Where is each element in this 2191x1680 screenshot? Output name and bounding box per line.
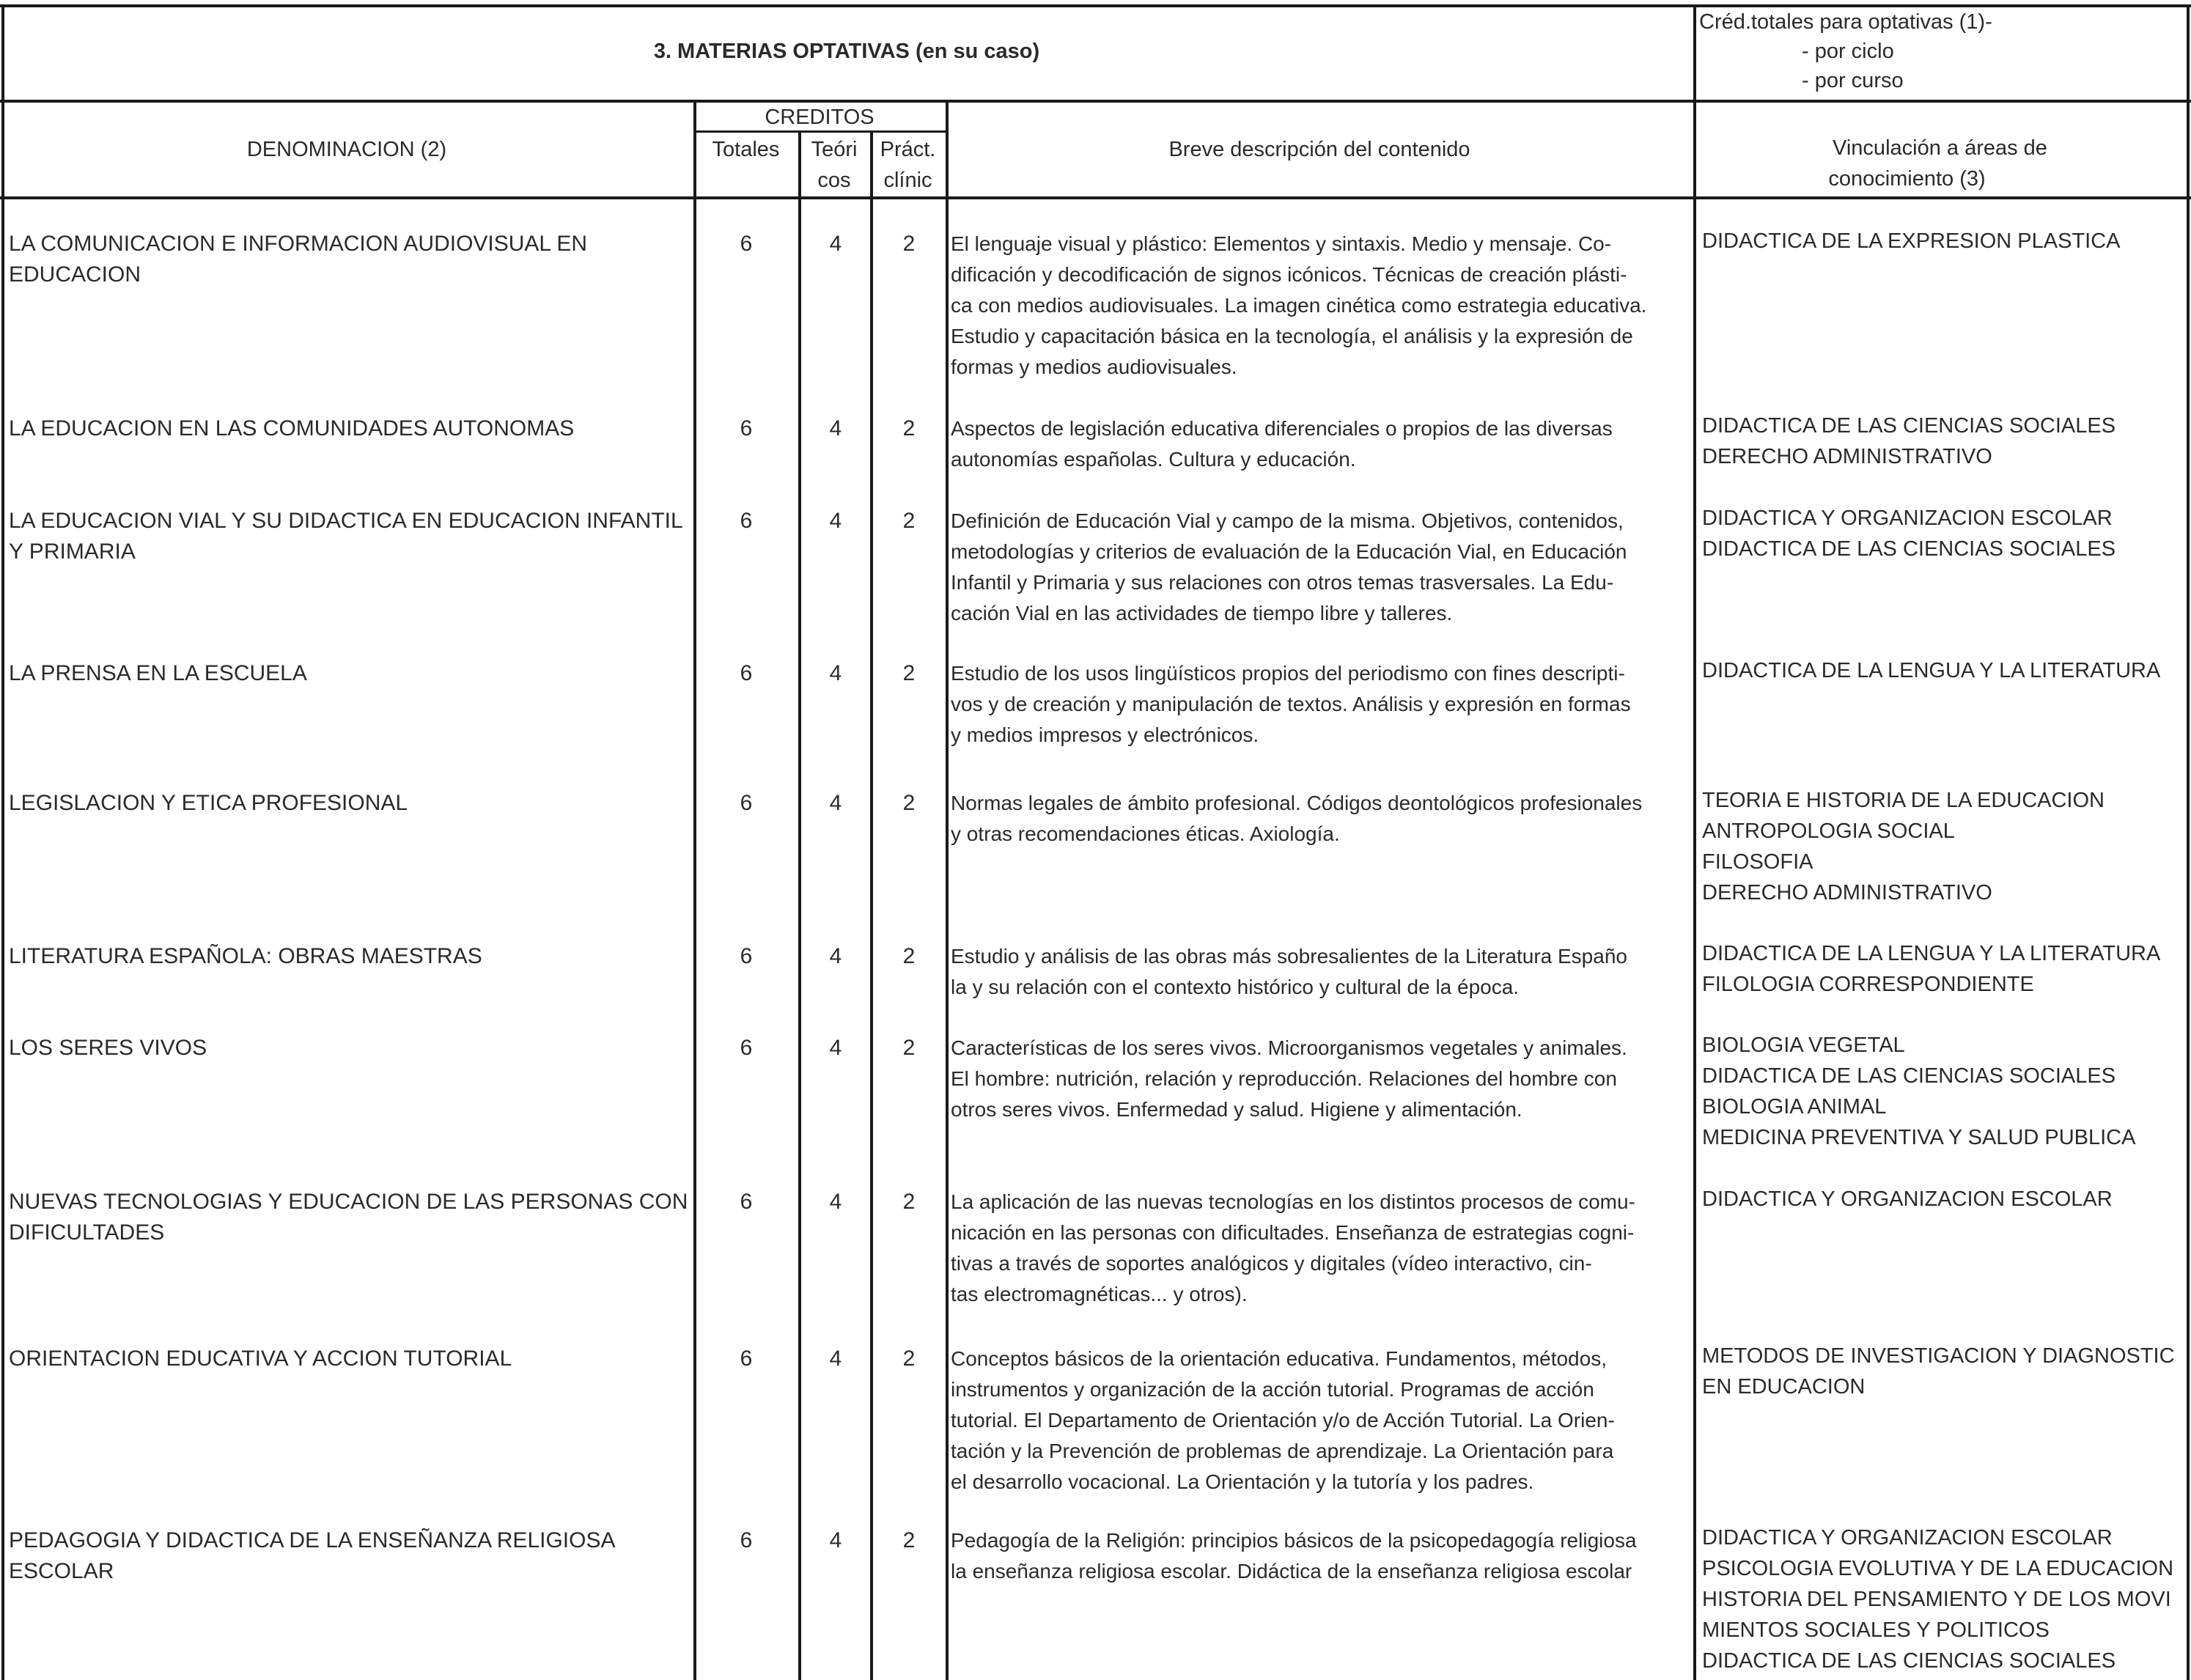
credits-teoricos: 4 (829, 509, 842, 533)
credits-practicos: 2 (902, 1190, 916, 1214)
section-title: 3. MATERIAS OPTATIVAS (en su caso) (653, 40, 1040, 63)
knowledge-areas (1702, 1184, 2191, 1215)
content-description-line: cación Vial en las actividades de tiempo libre y talleres. (951, 602, 1453, 625)
content-description-line: dificación y decodificación de signos icónicos. Técnicas de creación plásti- (951, 263, 1627, 286)
content-description-line: y medios impresos y electrónicos. (951, 723, 1259, 746)
knowledge-areas-line: EN EDUCACION (1702, 1375, 1866, 1399)
subject-name-line: DIFICULTADES (9, 1220, 165, 1245)
content-description-line: Estudio y análisis de las obras más sobresalientes de la Literatura Españo (951, 945, 1627, 968)
credits-practicos: 2 (902, 791, 916, 815)
subject-name-line: ORIENTACION EDUCATIVA Y ACCION TUTORIAL (9, 1346, 512, 1371)
column-teoricos-1: Teóri (811, 138, 858, 161)
credits-teoricos: 4 (829, 1346, 842, 1371)
credits-teoricos: 4 (829, 232, 842, 256)
content-description-line: la enseñanza religiosa escolar. Didáctica de la enseñanza religiosa escolar (951, 1560, 1632, 1583)
credits-totales: 6 (740, 1036, 753, 1060)
subject-name (9, 229, 691, 290)
content-description-line: vos y de creación y manipulación de textos. Análisis y expresión en formas (951, 693, 1631, 715)
content-description-line: Conceptos básicos de la orientación educativa. Fundamentos, métodos, (951, 1347, 1607, 1370)
knowledge-areas-line: DIDACTICA DE LA EXPRESION PLASTICA (1702, 229, 2121, 253)
credits-practicos: 2 (902, 509, 916, 533)
credits-totales: 6 (740, 1528, 753, 1552)
credits-note-line-2: - por ciclo (1802, 40, 1894, 63)
content-description-line: Pedagogía de la Religión: principios básicos de la psicopedagogía religiosa (951, 1529, 1637, 1552)
subject-name-line: LA EDUCACION EN LAS COMUNIDADES AUTONOMAS (9, 416, 575, 441)
credits-practicos: 2 (902, 944, 916, 968)
content-description-line: la y su relación con el contexto histórico y cultural de la época. (951, 976, 1520, 998)
column-vinculacion-2: conocimiento (3) (1828, 167, 1986, 191)
column-teoricos-2: cos (817, 169, 851, 192)
subject-name-line: LOS SERES VIVOS (9, 1036, 207, 1060)
subject-name-line: ESCOLAR (9, 1559, 114, 1583)
column-descripcion: Breve descripción del contenido (1168, 138, 1470, 161)
content-description-line: Características de los seres vivos. Microorganismos vegetales y animales. (951, 1036, 1627, 1059)
credits-totales: 6 (740, 944, 753, 968)
credits-practicos: 2 (902, 232, 916, 256)
subject-name (9, 788, 691, 819)
subject-name-line: LEGISLACION Y ETICA PROFESIONAL (9, 791, 408, 815)
column-totales: Totales (712, 138, 780, 161)
credits-practicos: 2 (902, 416, 916, 441)
header-divider (0, 100, 2191, 103)
credits-totales: 6 (740, 791, 753, 815)
column-creditos: CREDITOS (765, 106, 874, 129)
content-description-line: El lenguaje visual y plástico: Elementos y sintaxis. Medio y mensaje. Co- (951, 232, 1612, 255)
content-description-line: ca con medios audiovisuales. La imagen cinética como estrategia educativa. (951, 294, 1647, 317)
subject-name-line: Y PRIMARIA (9, 539, 136, 564)
knowledge-areas (1702, 226, 2191, 257)
content-description-line: tas electromagnéticas... y otros). (951, 1283, 1248, 1305)
knowledge-areas-line: ANTROPOLOGIA SOCIAL (1702, 819, 1955, 843)
knowledge-areas-line: PSICOLOGIA EVOLUTIVA Y DE LA EDUCACION (1702, 1557, 2174, 1580)
content-description-line: tutorial. El Departamento de Orientación y/o de Acción Tutorial. La Orien- (951, 1409, 1615, 1432)
knowledge-areas-line: FILOLOGIA CORRESPONDIENTE (1702, 973, 2034, 996)
knowledge-areas (1702, 1341, 2191, 1402)
table-left-border (1, 4, 4, 1680)
content-description (951, 788, 1695, 850)
content-description (951, 1187, 1695, 1310)
knowledge-areas (1702, 938, 2191, 1000)
content-description (951, 229, 1695, 383)
knowledge-areas-line: DIDACTICA DE LA LENGUA Y LA LITERATURA (1702, 942, 2161, 965)
subject-name (9, 1344, 691, 1374)
knowledge-areas-line: DIDACTICA Y ORGANIZACION ESCOLAR (1702, 1187, 2113, 1211)
knowledge-areas-line: DIDACTICA Y ORGANIZACION ESCOLAR (1702, 1526, 2113, 1550)
subject-name-line: NUEVAS TECNOLOGIAS Y EDUCACION DE LAS PERSONAS CON (9, 1190, 688, 1214)
column-practicos-1: Práct. (880, 138, 936, 161)
knowledge-areas-line: METODOS DE INVESTIGACION Y DIAGNOSTIC (1702, 1344, 2175, 1368)
knowledge-areas (1702, 1522, 2191, 1676)
credits-teoricos: 4 (829, 416, 842, 441)
content-description-line: Estudio de los usos lingüísticos propios del periodismo con fines descripti- (951, 662, 1625, 685)
knowledge-areas-line: BIOLOGIA VEGETAL (1702, 1034, 1905, 1057)
knowledge-areas-line: DERECHO ADMINISTRATIVO (1702, 445, 1992, 468)
content-description (951, 658, 1695, 751)
content-description-line: nicación en las personas con dificultades. Enseñanza de estrategias cogni- (951, 1221, 1635, 1244)
content-description-line: Definición de Educación Vial y campo de la misma. Objetivos, contenidos, (951, 509, 1624, 532)
knowledge-areas (1702, 785, 2191, 908)
content-description-line: autonomías españolas. Cultura y educación. (951, 448, 1356, 471)
content-description-line: el desarrollo vocacional. La Orientación y la tutoría y los padres. (951, 1470, 1534, 1493)
subject-name (9, 1033, 691, 1064)
content-description (951, 413, 1695, 475)
credits-note-line-1: Créd.totales para optativas (1)- (1699, 10, 1992, 34)
knowledge-areas-line: DIDACTICA Y ORGANIZACION ESCOLAR (1702, 506, 2113, 530)
subject-name-line: LITERATURA ESPAÑOLA: OBRAS MAESTRAS (9, 944, 482, 968)
knowledge-areas-line: BIOLOGIA ANIMAL (1702, 1095, 1887, 1119)
credits-teoricos: 4 (829, 1528, 842, 1552)
credits-practicos: 2 (902, 661, 916, 685)
subject-name (9, 1187, 691, 1248)
content-description-line: Normas legales de ámbito profesional. Códigos deontológicos profesionales (951, 792, 1643, 814)
credits-teoricos: 4 (829, 791, 842, 815)
credits-totales: 6 (740, 661, 753, 685)
subject-name (9, 413, 691, 444)
credits-totales: 6 (740, 509, 753, 533)
content-description (951, 1525, 1695, 1587)
credits-practicos: 2 (902, 1036, 916, 1060)
credits-teoricos: 4 (829, 1190, 842, 1214)
credits-note-line-3: - por curso (1802, 69, 1904, 92)
subject-name (9, 941, 691, 972)
subject-name-line: PEDAGOGIA Y DIDACTICA DE LA ENSEÑANZA RELIGIOSA (9, 1528, 616, 1552)
knowledge-areas (1702, 655, 2191, 686)
knowledge-areas (1702, 410, 2191, 472)
credits-practicos: 2 (902, 1528, 916, 1552)
content-description-line: El hombre: nutrición, relación y reproducción. Relaciones del hombre con (951, 1067, 1617, 1090)
knowledge-areas-line: TEORIA E HISTORIA DE LA EDUCACION (1702, 789, 2105, 812)
credits-teoricos: 4 (829, 1036, 842, 1060)
content-description (951, 1033, 1695, 1125)
knowledge-areas-line: DIDACTICA DE LAS CIENCIAS SOCIALES (1702, 1064, 2116, 1088)
content-description-line: La aplicación de las nuevas tecnologías en los distintos procesos de comu- (951, 1190, 1635, 1213)
subject-name (9, 1525, 691, 1587)
divider-descripcion (946, 100, 949, 1680)
knowledge-areas-line: DIDACTICA DE LAS CIENCIAS SOCIALES (1702, 1649, 2116, 1673)
knowledge-areas-line: HISTORIA DEL PENSAMIENTO Y DE LOS MOVI (1702, 1588, 2171, 1611)
knowledge-areas-line: DERECHO ADMINISTRATIVO (1702, 881, 1992, 905)
content-description-line: metodologías y criterios de evaluación de la Educación Vial, en Educación (951, 540, 1627, 563)
credits-totales: 6 (740, 232, 753, 256)
content-description-line: instrumentos y organización de la acción tutorial. Programas de acción (951, 1378, 1594, 1401)
knowledge-areas-line: FILOSOFIA (1702, 850, 1813, 874)
knowledge-areas-line: DIDACTICA DE LA LENGUA Y LA LITERATURA (1702, 659, 2161, 682)
credits-totales: 6 (740, 1190, 753, 1214)
subject-name-line: LA EDUCACION VIAL Y SU DIDACTICA EN EDUCACION INFANTIL (9, 509, 683, 533)
knowledge-areas (1702, 1030, 2191, 1153)
credits-totales: 6 (740, 1346, 753, 1371)
knowledge-areas-line: MEDICINA PREVENTIVA Y SALUD PUBLICA (1702, 1126, 2136, 1149)
content-description (951, 506, 1695, 629)
credits-practicos: 2 (902, 1346, 916, 1371)
column-vinculacion-1: Vinculación a áreas de (1833, 136, 2047, 160)
column-denominacion: DENOMINACION (2) (246, 138, 447, 161)
subject-name (9, 506, 691, 567)
credits-teoricos: 4 (829, 944, 842, 968)
content-description-line: tivas a través de soportes analógicos y digitales (vídeo interactivo, cin- (951, 1252, 1592, 1275)
knowledge-areas (1702, 503, 2191, 564)
subject-name-line: LA PRENSA EN LA ESCUELA (9, 661, 307, 685)
divider-teoricos (798, 132, 801, 1680)
content-description-line: formas y medios audiovisuales. (951, 355, 1237, 378)
content-description-line: Infantil y Primaria y sus relaciones con otros temas trasversales. La Edu- (951, 571, 1614, 594)
subject-name-line: LA COMUNICACION E INFORMACION AUDIOVISUAL EN (9, 232, 588, 256)
divider-totales (693, 100, 696, 1680)
knowledge-areas-line: MIENTOS SOCIALES Y POLITICOS (1702, 1618, 2050, 1642)
column-header-divider (0, 196, 2191, 199)
column-practicos-2: clínic (883, 169, 932, 192)
table-top-border (0, 4, 2191, 7)
subject-name-line: EDUCACION (9, 262, 141, 287)
credits-totales: 6 (740, 416, 753, 441)
content-description-line: Estudio y capacitación básica en la tecnología, el análisis y la expresión de (951, 325, 1633, 347)
content-description-line: otros seres vivos. Enfermedad y salud. Higiene y alimentación. (951, 1098, 1522, 1121)
subject-name (9, 658, 691, 689)
content-description-line: tación y la Prevención de problemas de aprendizaje. La Orientación para (951, 1440, 1614, 1462)
knowledge-areas-line: DIDACTICA DE LAS CIENCIAS SOCIALES (1702, 537, 2116, 561)
knowledge-areas-line: DIDACTICA DE LAS CIENCIAS SOCIALES (1702, 414, 2116, 438)
divider-practicos (870, 132, 873, 1680)
content-description-line: Aspectos de legislación educativa diferenciales o propios de las diversas (951, 417, 1613, 440)
content-description (951, 941, 1695, 1003)
content-description-line: y otras recomendaciones éticas. Axiología. (951, 822, 1340, 845)
content-description (951, 1344, 1695, 1497)
credits-teoricos: 4 (829, 661, 842, 685)
